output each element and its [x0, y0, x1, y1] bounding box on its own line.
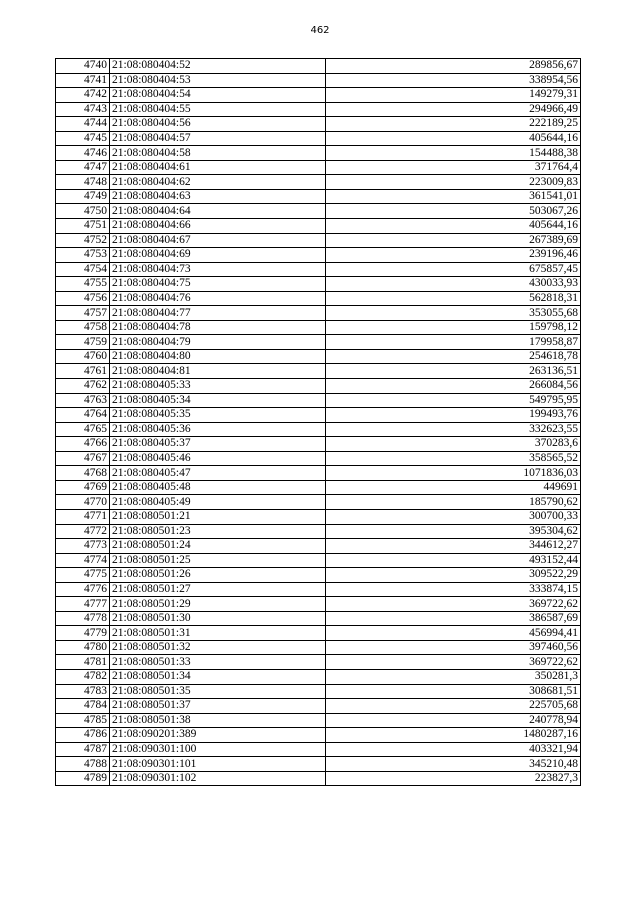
row-number-cell: 4788	[56, 757, 110, 772]
table-row	[56, 364, 581, 379]
cadastral-value-cell: 369722,62	[326, 597, 581, 612]
table-row	[56, 219, 581, 234]
cadastral-value-cell: 338954,56	[326, 73, 581, 88]
cadastral-number-cell: 21:08:090301:100	[110, 742, 326, 757]
cadastral-number-cell: 21:08:080404:55	[110, 102, 326, 117]
table-row	[56, 379, 581, 394]
table-row	[56, 291, 581, 306]
cadastral-value-cell: 449691	[326, 480, 581, 495]
table-row	[56, 553, 581, 568]
row-number-cell: 4759	[56, 335, 110, 350]
table-row	[56, 349, 581, 364]
row-number-cell: 4758	[56, 320, 110, 335]
cadastral-value-cell: 456994,41	[326, 626, 581, 641]
row-number-cell: 4783	[56, 684, 110, 699]
row-number-cell: 4762	[56, 379, 110, 394]
cadastral-value-cell: 493152,44	[326, 553, 581, 568]
registry-table-body	[56, 59, 581, 786]
cadastral-value-cell: 430033,93	[326, 277, 581, 292]
row-number-cell: 4781	[56, 655, 110, 670]
cadastral-value-cell: 405644,16	[326, 131, 581, 146]
row-number-cell: 4744	[56, 117, 110, 132]
row-number-cell: 4743	[56, 102, 110, 117]
table-row	[56, 131, 581, 146]
cadastral-number-cell: 21:08:080404:53	[110, 73, 326, 88]
cadastral-number-cell: 21:08:090201:389	[110, 728, 326, 743]
cadastral-number-cell: 21:08:080501:23	[110, 524, 326, 539]
cadastral-number-cell: 21:08:080501:34	[110, 669, 326, 684]
cadastral-value-cell: 562818,31	[326, 291, 581, 306]
cadastral-value-cell: 333874,15	[326, 582, 581, 597]
table-row	[56, 539, 581, 554]
cadastral-number-cell: 21:08:080501:35	[110, 684, 326, 699]
cadastral-number-cell: 21:08:080501:21	[110, 509, 326, 524]
row-number-cell: 4752	[56, 233, 110, 248]
row-number-cell: 4786	[56, 728, 110, 743]
cadastral-number-cell: 21:08:080404:62	[110, 175, 326, 190]
row-number-cell: 4774	[56, 553, 110, 568]
cadastral-value-cell: 308681,51	[326, 684, 581, 699]
row-number-cell: 4784	[56, 699, 110, 714]
row-number-cell: 4777	[56, 597, 110, 612]
registry-table	[55, 58, 581, 786]
cadastral-number-cell: 21:08:080501:38	[110, 713, 326, 728]
table-row	[56, 102, 581, 117]
table-row	[56, 408, 581, 423]
cadastral-value-cell: 503067,26	[326, 204, 581, 219]
table-row	[56, 146, 581, 161]
row-number-cell: 4748	[56, 175, 110, 190]
cadastral-value-cell: 1071836,03	[326, 466, 581, 481]
cadastral-value-cell: 222189,25	[326, 117, 581, 132]
cadastral-value-cell: 199493,76	[326, 408, 581, 423]
table-row	[56, 597, 581, 612]
table-row	[56, 699, 581, 714]
row-number-cell: 4747	[56, 160, 110, 175]
cadastral-value-cell: 159798,12	[326, 320, 581, 335]
table-row	[56, 59, 581, 74]
table-row	[56, 73, 581, 88]
cadastral-number-cell: 21:08:080501:24	[110, 539, 326, 554]
cadastral-value-cell: 549795,95	[326, 393, 581, 408]
cadastral-value-cell: 371764,4	[326, 160, 581, 175]
cadastral-value-cell: 369722,62	[326, 655, 581, 670]
cadastral-number-cell: 21:08:080404:69	[110, 248, 326, 263]
row-number-cell: 4757	[56, 306, 110, 321]
cadastral-value-cell: 254618,78	[326, 349, 581, 364]
cadastral-number-cell: 21:08:080404:76	[110, 291, 326, 306]
table-row	[56, 640, 581, 655]
row-number-cell: 4776	[56, 582, 110, 597]
table-row	[56, 509, 581, 524]
cadastral-value-cell: 397460,56	[326, 640, 581, 655]
row-number-cell: 4750	[56, 204, 110, 219]
table-row	[56, 306, 581, 321]
cadastral-value-cell: 405644,16	[326, 219, 581, 234]
cadastral-value-cell: 350281,3	[326, 669, 581, 684]
table-row	[56, 160, 581, 175]
table-row	[56, 655, 581, 670]
cadastral-number-cell: 21:08:080404:80	[110, 349, 326, 364]
cadastral-number-cell: 21:08:080501:26	[110, 568, 326, 583]
table-row	[56, 262, 581, 277]
cadastral-number-cell: 21:08:080405:34	[110, 393, 326, 408]
table-row	[56, 335, 581, 350]
cadastral-number-cell: 21:08:080404:67	[110, 233, 326, 248]
row-number-cell: 4767	[56, 451, 110, 466]
cadastral-value-cell: 225705,68	[326, 699, 581, 714]
cadastral-number-cell: 21:08:090301:102	[110, 771, 326, 786]
cadastral-value-cell: 149279,31	[326, 88, 581, 103]
cadastral-number-cell: 21:08:080501:30	[110, 611, 326, 626]
table-row	[56, 204, 581, 219]
cadastral-number-cell: 21:08:080405:46	[110, 451, 326, 466]
cadastral-number-cell: 21:08:080501:29	[110, 597, 326, 612]
row-number-cell: 4782	[56, 669, 110, 684]
page-number: 462	[310, 25, 330, 36]
table-row	[56, 175, 581, 190]
cadastral-number-cell: 21:08:080404:66	[110, 219, 326, 234]
cadastral-value-cell: 675857,45	[326, 262, 581, 277]
cadastral-value-cell: 294966,49	[326, 102, 581, 117]
row-number-cell: 4769	[56, 480, 110, 495]
row-number-cell: 4760	[56, 349, 110, 364]
table-row	[56, 626, 581, 641]
row-number-cell: 4751	[56, 219, 110, 234]
row-number-cell: 4766	[56, 437, 110, 452]
cadastral-number-cell: 21:08:080404:64	[110, 204, 326, 219]
table-row	[56, 728, 581, 743]
cadastral-value-cell: 353055,68	[326, 306, 581, 321]
cadastral-number-cell: 21:08:080404:61	[110, 160, 326, 175]
row-number-cell: 4745	[56, 131, 110, 146]
row-number-cell: 4746	[56, 146, 110, 161]
cadastral-number-cell: 21:08:080404:52	[110, 59, 326, 74]
row-number-cell: 4742	[56, 88, 110, 103]
table-row	[56, 771, 581, 786]
table-row	[56, 422, 581, 437]
cadastral-number-cell: 21:08:080405:35	[110, 408, 326, 423]
row-number-cell: 4789	[56, 771, 110, 786]
cadastral-value-cell: 185790,62	[326, 495, 581, 510]
cadastral-value-cell: 267389,69	[326, 233, 581, 248]
table-row	[56, 524, 581, 539]
cadastral-value-cell: 332623,55	[326, 422, 581, 437]
cadastral-number-cell: 21:08:080404:77	[110, 306, 326, 321]
cadastral-number-cell: 21:08:080501:31	[110, 626, 326, 641]
cadastral-number-cell: 21:08:080501:37	[110, 699, 326, 714]
table-row	[56, 480, 581, 495]
row-number-cell: 4771	[56, 509, 110, 524]
row-number-cell: 4756	[56, 291, 110, 306]
cadastral-number-cell: 21:08:080404:63	[110, 189, 326, 204]
row-number-cell: 4785	[56, 713, 110, 728]
table-row	[56, 437, 581, 452]
cadastral-value-cell: 361541,01	[326, 189, 581, 204]
cadastral-value-cell: 223827,3	[326, 771, 581, 786]
cadastral-value-cell: 179958,87	[326, 335, 581, 350]
cadastral-number-cell: 21:08:080405:36	[110, 422, 326, 437]
cadastral-value-cell: 1480287,16	[326, 728, 581, 743]
table-row	[56, 684, 581, 699]
row-number-cell: 4768	[56, 466, 110, 481]
cadastral-value-cell: 266084,56	[326, 379, 581, 394]
cadastral-value-cell: 345210,48	[326, 757, 581, 772]
table-row	[56, 611, 581, 626]
row-number-cell: 4780	[56, 640, 110, 655]
table-row	[56, 742, 581, 757]
cadastral-value-cell: 370283,6	[326, 437, 581, 452]
table-row	[56, 233, 581, 248]
cadastral-number-cell: 21:08:080404:75	[110, 277, 326, 292]
cadastral-number-cell: 21:08:080501:27	[110, 582, 326, 597]
cadastral-number-cell: 21:08:080405:47	[110, 466, 326, 481]
cadastral-value-cell: 263136,51	[326, 364, 581, 379]
table-row	[56, 88, 581, 103]
cadastral-number-cell: 21:08:080404:78	[110, 320, 326, 335]
table-row	[56, 757, 581, 772]
table-row	[56, 248, 581, 263]
cadastral-number-cell: 21:08:080501:33	[110, 655, 326, 670]
cadastral-number-cell: 21:08:080404:54	[110, 88, 326, 103]
row-number-cell: 4749	[56, 189, 110, 204]
cadastral-value-cell: 309522,29	[326, 568, 581, 583]
table-row	[56, 466, 581, 481]
cadastral-value-cell: 344612,27	[326, 539, 581, 554]
row-number-cell: 4754	[56, 262, 110, 277]
cadastral-number-cell: 21:08:080405:48	[110, 480, 326, 495]
cadastral-value-cell: 289856,67	[326, 59, 581, 74]
row-number-cell: 4741	[56, 73, 110, 88]
row-number-cell: 4787	[56, 742, 110, 757]
row-number-cell: 4773	[56, 539, 110, 554]
row-number-cell: 4755	[56, 277, 110, 292]
cadastral-value-cell: 300700,33	[326, 509, 581, 524]
table-row	[56, 669, 581, 684]
row-number-cell: 4753	[56, 248, 110, 263]
table-row	[56, 713, 581, 728]
cadastral-number-cell: 21:08:090301:101	[110, 757, 326, 772]
row-number-cell: 4779	[56, 626, 110, 641]
cadastral-number-cell: 21:08:080404:57	[110, 131, 326, 146]
table-row	[56, 568, 581, 583]
cadastral-value-cell: 358565,52	[326, 451, 581, 466]
row-number-cell: 4765	[56, 422, 110, 437]
table-row	[56, 320, 581, 335]
row-number-cell: 4770	[56, 495, 110, 510]
row-number-cell: 4772	[56, 524, 110, 539]
cadastral-number-cell: 21:08:080404:56	[110, 117, 326, 132]
cadastral-value-cell: 223009,83	[326, 175, 581, 190]
cadastral-number-cell: 21:08:080404:81	[110, 364, 326, 379]
cadastral-number-cell: 21:08:080405:33	[110, 379, 326, 394]
cadastral-number-cell: 21:08:080501:32	[110, 640, 326, 655]
cadastral-value-cell: 239196,46	[326, 248, 581, 263]
cadastral-number-cell: 21:08:080405:37	[110, 437, 326, 452]
cadastral-number-cell: 21:08:080404:58	[110, 146, 326, 161]
row-number-cell: 4740	[56, 59, 110, 74]
table-row	[56, 451, 581, 466]
table-row	[56, 393, 581, 408]
row-number-cell: 4764	[56, 408, 110, 423]
row-number-cell: 4778	[56, 611, 110, 626]
cadastral-value-cell: 386587,69	[326, 611, 581, 626]
cadastral-number-cell: 21:08:080405:49	[110, 495, 326, 510]
table-row	[56, 277, 581, 292]
cadastral-value-cell: 240778,94	[326, 713, 581, 728]
row-number-cell: 4761	[56, 364, 110, 379]
cadastral-number-cell: 21:08:080404:73	[110, 262, 326, 277]
table-row	[56, 582, 581, 597]
table-row	[56, 189, 581, 204]
cadastral-number-cell: 21:08:080404:79	[110, 335, 326, 350]
cadastral-number-cell: 21:08:080501:25	[110, 553, 326, 568]
table-row	[56, 117, 581, 132]
cadastral-value-cell: 395304,62	[326, 524, 581, 539]
table-row	[56, 495, 581, 510]
cadastral-value-cell: 403321,94	[326, 742, 581, 757]
row-number-cell: 4763	[56, 393, 110, 408]
cadastral-value-cell: 154488,38	[326, 146, 581, 161]
row-number-cell: 4775	[56, 568, 110, 583]
